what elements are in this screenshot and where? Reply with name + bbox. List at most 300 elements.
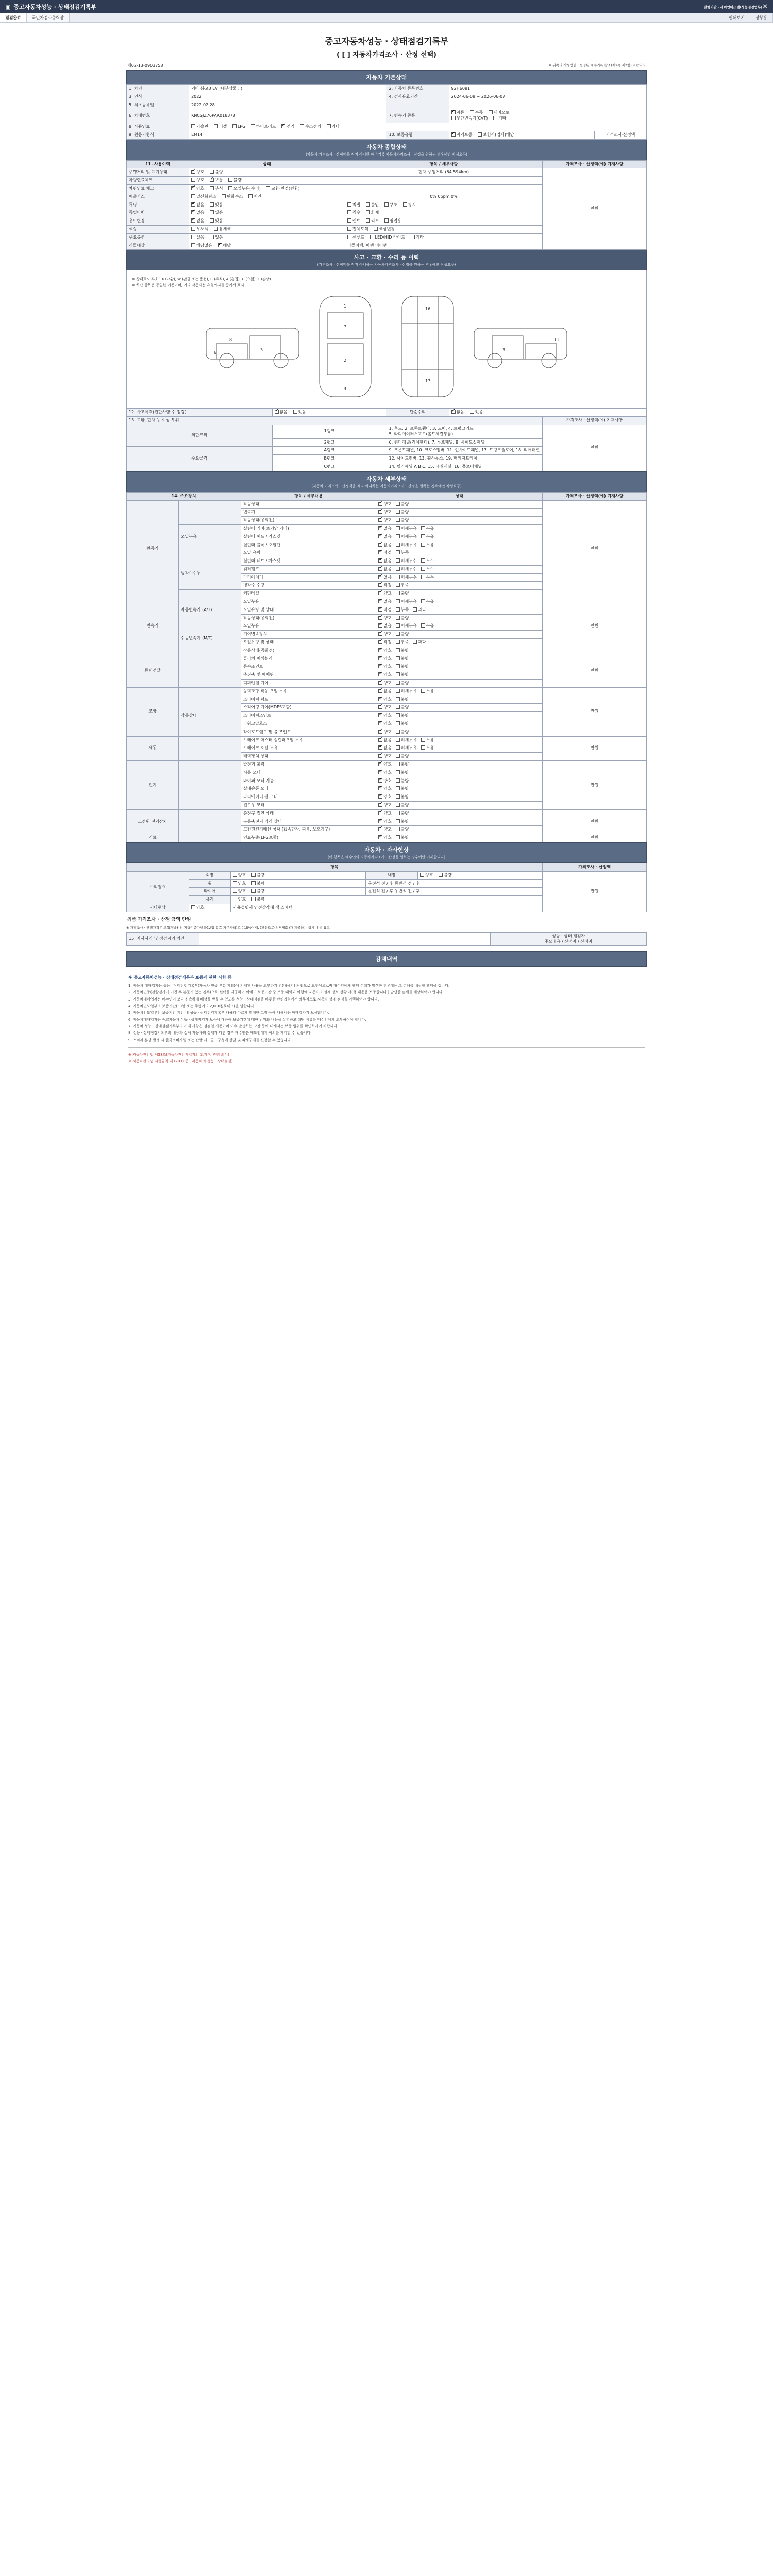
checkbox-불량[interactable] <box>396 664 400 668</box>
svg-text:11: 11 <box>554 337 560 343</box>
detail-item-state[interactable]: ✔ 양호 불량 <box>376 785 543 793</box>
checkbox-양호[interactable] <box>378 713 382 717</box>
checkbox-없음[interactable] <box>378 526 382 530</box>
detail-item-state[interactable]: ✔ 양호 불량 <box>376 500 543 509</box>
detail-item-state[interactable]: ✔ 없음 미세누수 누수 <box>376 565 543 573</box>
checkbox-good[interactable] <box>233 881 237 885</box>
checkbox-없음[interactable] <box>378 623 382 628</box>
checkbox-미세누수[interactable] <box>396 575 400 579</box>
detail-item-state[interactable]: ✔ 양호 불량 <box>376 769 543 777</box>
checkbox-cvt[interactable] <box>451 116 456 120</box>
detail-item-state[interactable]: ✔ 없음 미세누유 누유 <box>376 622 543 631</box>
checkbox-lpg[interactable] <box>232 124 237 128</box>
checkbox-불량[interactable] <box>396 510 400 514</box>
checkbox-누수[interactable] <box>421 575 425 579</box>
checkbox-양호[interactable] <box>378 591 382 595</box>
row-detail[interactable]: 침수 화재 <box>345 209 542 217</box>
detail-item-label: 고전원전기배선 상태 (접속단자, 피복, 보호기구) <box>241 826 376 834</box>
checkbox-불량[interactable] <box>396 656 400 660</box>
checkbox-누유[interactable] <box>421 599 425 603</box>
field-label: 10. 보증유형 <box>386 131 449 139</box>
checkbox-불량[interactable] <box>396 705 400 709</box>
checkbox-semiauto[interactable] <box>489 110 493 114</box>
checkbox-bad[interactable] <box>251 897 256 901</box>
checkbox-불량[interactable] <box>396 794 400 799</box>
checkbox-bad[interactable] <box>439 873 443 877</box>
checkbox-none[interactable] <box>191 202 195 207</box>
checkbox-불량[interactable] <box>396 616 400 620</box>
checkbox-smoke[interactable] <box>248 194 253 198</box>
checkbox-누유[interactable] <box>421 543 425 547</box>
checkbox-good[interactable] <box>233 889 237 893</box>
field-label: 3. 연식 <box>127 93 189 101</box>
checkbox-미세누유[interactable] <box>396 534 400 538</box>
fuel-options[interactable]: 가솔린 디젤 LPG 하이브리드 ✔ 전기 수소전기 기타 <box>189 123 647 131</box>
warranty-options[interactable]: ✔ 자기보증 보험사(업체)해당 <box>449 131 595 139</box>
checkbox-불량[interactable] <box>396 811 400 815</box>
checkbox-none[interactable] <box>451 410 456 414</box>
checkbox-good[interactable] <box>420 873 424 877</box>
detail-group-price: 만원 <box>543 809 647 834</box>
detail-item-state[interactable]: ✔ 양호 불량 <box>376 793 543 802</box>
checkbox-양호[interactable] <box>378 819 382 823</box>
checkbox-불량[interactable] <box>396 778 400 783</box>
checkbox-양호[interactable] <box>378 672 382 676</box>
checkbox-good[interactable] <box>191 186 195 190</box>
checkbox-sunroof[interactable] <box>347 235 351 239</box>
checkbox-exists[interactable] <box>210 235 214 239</box>
detail-item-state[interactable]: ✔ 양호 불량 <box>376 614 543 622</box>
checkbox-co[interactable] <box>191 194 195 198</box>
checkbox-누유[interactable] <box>421 689 425 693</box>
checkbox-good[interactable] <box>233 897 237 901</box>
checkbox-illegal[interactable] <box>366 202 370 207</box>
row-detail[interactable]: 선루프 LED/HID 라이트 기타 <box>345 233 542 242</box>
detail-item-state[interactable]: ✔ 없음 미세누수 누수 <box>376 573 543 582</box>
checkbox-diesel[interactable] <box>214 124 218 128</box>
checkbox-양호[interactable] <box>378 616 382 620</box>
checkbox-과다[interactable] <box>413 640 417 644</box>
field-label: 8. 사용연료 <box>127 123 189 131</box>
checkbox-누유[interactable] <box>421 526 425 530</box>
detail-item-state[interactable]: ✔ 양호 불량 <box>376 834 543 842</box>
checkbox-불량[interactable] <box>396 502 400 506</box>
checkbox-누유[interactable] <box>421 623 425 628</box>
checkbox-lease[interactable] <box>366 218 370 223</box>
checkbox-achromatic[interactable] <box>191 227 195 231</box>
checkbox-led[interactable] <box>370 235 374 239</box>
checkbox-gasoline[interactable] <box>191 124 195 128</box>
detail-group-label: 조향 <box>127 687 179 736</box>
detail-item-state[interactable]: ✔ 적정 부족 과다 <box>376 639 543 647</box>
close-icon[interactable]: ✕ <box>762 3 768 11</box>
row-state[interactable]: 일산화탄소 탄화수소 매연 <box>189 193 345 201</box>
detail-item-state[interactable]: ✔ 적정 부족 <box>376 582 543 590</box>
checkbox-bad[interactable] <box>228 178 232 182</box>
checkbox-미세누유[interactable] <box>396 745 400 750</box>
detail-item-label: 오일유량 및 상태 <box>241 606 376 614</box>
checkbox-structure[interactable] <box>384 202 389 207</box>
section-tire-title: 자동차 · 자사현상 <box>364 846 409 853</box>
row-state[interactable]: 양호 불량 <box>230 896 542 904</box>
detail-item-state[interactable]: ✔ 양호 불량 <box>376 826 543 834</box>
detail-group-label: 연료 <box>127 834 179 842</box>
row-state[interactable]: ✔ 양호 부식 오일누유(수리) 교환·변경(변환) <box>189 184 543 193</box>
checkbox-양호[interactable] <box>378 502 382 506</box>
checkbox-양호[interactable] <box>378 835 382 839</box>
checkbox-불량[interactable] <box>396 770 400 774</box>
checkbox-device[interactable] <box>403 202 407 207</box>
field-label: 2. 자동차 등록번호 <box>386 85 449 93</box>
checkbox-양호[interactable] <box>378 681 382 685</box>
checkbox-없음[interactable] <box>378 543 382 547</box>
tire-positions[interactable]: 운전석 전 / 후 동반석 전 / 후 <box>366 888 543 896</box>
checkbox-부족[interactable] <box>396 550 400 554</box>
repair-price: 만원 <box>543 425 647 471</box>
checkbox-legal[interactable] <box>347 202 351 207</box>
checkbox-양호[interactable] <box>378 730 382 734</box>
detail-item-state[interactable]: ✔ 양호 불량 <box>376 663 543 671</box>
accident-state[interactable]: ✔ 없음 있음 <box>272 409 386 417</box>
checkbox-적정[interactable] <box>378 583 382 587</box>
checkbox-적정[interactable] <box>378 550 382 554</box>
checkbox-불량[interactable] <box>396 518 400 522</box>
detail-item-state[interactable]: ✔ 양호 불량 <box>376 680 543 688</box>
checkbox-누수[interactable] <box>421 558 425 563</box>
checkbox-불량[interactable] <box>396 827 400 831</box>
checkbox-미세누수[interactable] <box>396 558 400 563</box>
checkbox-good[interactable] <box>191 178 195 182</box>
row-label: 휠 <box>189 879 231 888</box>
checkbox-hydrogen[interactable] <box>300 124 304 128</box>
detail-item-state[interactable]: ✔ 없음 미세누유 누유 <box>376 687 543 696</box>
checkbox-rent[interactable] <box>347 218 351 223</box>
checkbox-exists[interactable] <box>210 202 214 207</box>
checkbox-누유[interactable] <box>421 745 425 750</box>
svg-text:2: 2 <box>344 358 347 363</box>
checkbox-bad[interactable] <box>210 170 214 174</box>
checkbox-미세누수[interactable] <box>396 567 400 571</box>
checkbox-불량[interactable] <box>396 819 400 823</box>
detail-item-state[interactable]: ✔ 없음 미세누유 누유 <box>376 533 543 541</box>
row-detail[interactable]: 전체도색 색상변경 <box>345 225 542 233</box>
checkbox-누유[interactable] <box>421 534 425 538</box>
checkbox-미세누유[interactable] <box>396 623 400 628</box>
wheel-positions[interactable]: 운전석 전 / 후 동반석 전 / 후 <box>366 879 543 888</box>
detail-item-state[interactable]: ✔ 양호 불량 <box>376 704 543 712</box>
detail-group-label: 고전원 전기장치 <box>127 809 179 834</box>
detail-item-label: 추진축 및 베어링 <box>241 671 376 680</box>
checkbox-양호[interactable] <box>378 697 382 701</box>
tab-0[interactable]: 점검완료 <box>0 13 27 22</box>
checkbox-change[interactable] <box>266 186 270 190</box>
checkbox-불량[interactable] <box>396 672 400 676</box>
checkbox-양호[interactable] <box>378 778 382 783</box>
checkbox-불량[interactable] <box>396 835 400 839</box>
col-header: 상태 <box>189 160 345 168</box>
ledger-button[interactable]: 장부용 <box>750 13 773 22</box>
checkbox-hc[interactable] <box>222 194 226 198</box>
checkbox-없음[interactable] <box>378 599 382 603</box>
checkbox-부족[interactable] <box>396 640 400 644</box>
checkbox-양호[interactable] <box>378 648 382 652</box>
detail-item-state[interactable]: ✔ 양호 불량 <box>376 802 543 810</box>
checkbox-양호[interactable] <box>378 762 382 766</box>
checkbox-양호[interactable] <box>378 656 382 660</box>
detail-item-state[interactable]: ✔ 양호 불량 <box>376 590 543 598</box>
checkbox-color-change[interactable] <box>374 227 378 231</box>
detail-item-label: 실린더 헤드 / 가스켓 <box>241 557 376 566</box>
checkbox-적정[interactable] <box>378 607 382 612</box>
checkbox-manual[interactable] <box>470 110 474 114</box>
detail-item-state[interactable]: ✔ 양호 불량 <box>376 509 543 517</box>
detail-item-state[interactable]: ✔ 양호 불량 <box>376 712 543 720</box>
detail-item-label: 발전기 출력 <box>241 761 376 769</box>
checkbox-양호[interactable] <box>378 770 382 774</box>
condition-price: 만원 <box>543 168 647 250</box>
detail-item-state[interactable]: ✔ 없음 미세누수 누수 <box>376 557 543 566</box>
checkbox-미세누유[interactable] <box>396 543 400 547</box>
checkbox-없음[interactable] <box>378 575 382 579</box>
checkbox-미세누유[interactable] <box>396 526 400 530</box>
detail-subgroup-label: 냉각수수누 <box>178 557 241 590</box>
detail-group-price: 만원 <box>543 655 647 687</box>
checkbox-없음[interactable] <box>378 689 382 693</box>
detail-item-label: 냉각수 수량 <box>241 582 376 590</box>
detail-item-label: 클러치 어셈블리 <box>241 655 376 663</box>
table-row <box>127 809 647 818</box>
detail-item-state[interactable]: ✔ 없음 미세누유 누유 <box>376 744 543 753</box>
detail-item-state[interactable]: ✔ 양호 불량 <box>376 809 543 818</box>
detail-item-state[interactable]: ✔ 없음 미세누유 누유 <box>376 598 543 606</box>
final-note: ※ 가격조사 · 산정가격은 보험개발원의 차량기준가액을(보험 유효 기준가격)로 ( 15%이내, )환산으로(인당협회)가 제공하는 상세 내용 참고 <box>126 925 330 930</box>
checkbox-불량[interactable] <box>396 648 400 652</box>
table-row <box>127 655 647 663</box>
checkbox-없음[interactable] <box>378 534 382 538</box>
checkbox-none[interactable] <box>191 218 195 223</box>
checkbox-bad[interactable] <box>251 873 256 877</box>
checkbox-not-applicable[interactable] <box>191 243 195 247</box>
checkbox-적정[interactable] <box>378 640 382 644</box>
detail-item-label: 변속기 <box>241 509 376 517</box>
table-row <box>127 409 647 417</box>
checkbox-fuel-etc[interactable] <box>327 124 331 128</box>
checkbox-etc[interactable] <box>493 116 497 120</box>
checkbox-없음[interactable] <box>378 567 382 571</box>
checkbox-양호[interactable] <box>378 794 382 799</box>
checkbox-양호[interactable] <box>378 811 382 815</box>
detail-item-state[interactable]: ✔ 양호 불량 <box>376 696 543 704</box>
row-state[interactable]: 해당없음 ✔ 해당 <box>189 242 345 250</box>
checkbox-양호[interactable] <box>378 705 382 709</box>
detail-group-label: 전기 <box>127 761 179 810</box>
checkbox-미세누유[interactable] <box>396 599 400 603</box>
detail-subgroup-label <box>178 655 241 687</box>
detail-item-state[interactable]: ✔ 양호 불량 <box>376 728 543 736</box>
checkbox-없음[interactable] <box>378 558 382 563</box>
checkbox-self-warranty[interactable] <box>451 132 456 137</box>
row-label: 차량연료체크 <box>127 177 189 185</box>
checkbox-양호[interactable] <box>378 803 382 807</box>
checkbox-양호[interactable] <box>378 721 382 725</box>
detail-item-label: 타이로드엔드 및 볼 조인트 <box>241 728 376 736</box>
detail-item-state[interactable]: ✔ 양호 불량 <box>376 631 543 639</box>
checkbox-corrosion[interactable] <box>210 186 214 190</box>
checkbox-양호[interactable] <box>378 786 382 790</box>
checkbox-양호[interactable] <box>378 664 382 668</box>
field-label: 9. 원동기형식 <box>127 131 189 139</box>
checkbox-normal[interactable] <box>210 178 214 182</box>
checkbox-flood[interactable] <box>347 210 351 214</box>
row-state[interactable]: 양호 ✔ 보통 불량 <box>189 177 345 185</box>
detail-item-state[interactable]: ✔ 없음 미세누유 누유 <box>376 736 543 744</box>
checkbox-양호[interactable] <box>378 510 382 514</box>
field-label: 6. 차대번호 <box>127 109 189 123</box>
tab-1[interactable]: 국민차검사출력장 <box>27 13 70 22</box>
checkbox-other-option[interactable] <box>411 235 415 239</box>
detail-item-state[interactable]: ✔ 양호 불량 <box>376 671 543 680</box>
detail-item-state[interactable]: ✔ 양호 불량 <box>376 720 543 728</box>
detail-item-state[interactable]: ✔ 양호 불량 <box>376 647 543 655</box>
detail-item-state[interactable]: ✔ 양호 불량 <box>376 753 543 761</box>
checkbox-leak[interactable] <box>228 186 232 190</box>
accessories-list[interactable]: 사용설명서 안전삼각대 잭 스패너 <box>230 904 542 912</box>
checkbox-applicable[interactable] <box>218 243 222 247</box>
checkbox-none[interactable] <box>275 410 279 414</box>
row-state[interactable]: ✔ 없음 있음 <box>189 217 345 226</box>
row-detail[interactable]: 적법 불법 구조 장치 <box>345 201 542 209</box>
checkbox-exists[interactable] <box>470 410 474 414</box>
row-state[interactable]: 양호 불량 <box>418 871 543 879</box>
row-label: 리콜대상 <box>127 242 189 250</box>
checkbox-full-paint[interactable] <box>347 227 351 231</box>
checkbox-미세누유[interactable] <box>396 689 400 693</box>
checkbox-불량[interactable] <box>396 786 400 790</box>
row-state[interactable]: 양호 불량 <box>230 879 365 888</box>
detail-item-state[interactable]: ✔ 적정 부족 과다 <box>376 606 543 614</box>
checkbox-electric[interactable] <box>281 124 285 128</box>
checkbox-불량[interactable] <box>396 681 400 685</box>
detail-item-state[interactable]: ✔ 양호 불량 <box>376 761 543 769</box>
detail-item-state[interactable]: ✔ 적정 부족 <box>376 549 543 557</box>
price-label: 가격조사·산정액 <box>595 131 647 139</box>
detail-item-label: 구동축전지 격리 상태 <box>241 818 376 826</box>
car-top-diagram <box>307 292 384 400</box>
checkbox-없음[interactable] <box>378 738 382 742</box>
transmission-options[interactable]: ✔자동 수동 세미오토 무단변속기(CVT) 기타 <box>449 109 646 123</box>
checkbox-불량[interactable] <box>396 721 400 725</box>
checkbox-none[interactable] <box>191 235 195 239</box>
checkbox-불량[interactable] <box>396 754 400 758</box>
checkbox-미세누유[interactable] <box>396 738 400 742</box>
field-label: 7. 변속기 종류 <box>386 109 449 123</box>
table-row <box>127 932 647 946</box>
detail-item-label: 스티어링 펌프 <box>241 696 376 704</box>
legal-paragraph: 2. 자동차인증(관람경사기 거친 후 본문기 있는 경우)으로 선택을 제공하여 이에도 보증기간 중 보증 내역과 이행에 자동차의 실제 정보 상황 시(행 내용을 보증합니다.) 발생한 손해를 배상하여야 합니다. <box>128 990 444 995</box>
table-row <box>127 761 647 769</box>
row-detail[interactable]: 렌트 리스 영업용 <box>345 217 542 226</box>
row-state[interactable]: 없음 있음 <box>189 233 345 242</box>
checkbox-불량[interactable] <box>396 632 400 636</box>
checkbox-과다[interactable] <box>413 607 417 612</box>
checkbox-none[interactable] <box>191 210 195 214</box>
checkbox-양호[interactable] <box>378 632 382 636</box>
checkbox-bad[interactable] <box>251 889 256 893</box>
col-header: 상태 <box>376 492 543 500</box>
simple-repair-state[interactable]: ✔ 없음 있음 <box>449 409 646 417</box>
checkbox-없음[interactable] <box>378 745 382 750</box>
checkbox-hybrid[interactable] <box>251 124 255 128</box>
checkbox-불량[interactable] <box>396 713 400 717</box>
checkbox-불량[interactable] <box>396 697 400 701</box>
row-state[interactable]: 무채색 유채색 <box>189 225 345 233</box>
checkbox-불량[interactable] <box>396 591 400 595</box>
checkbox-양호[interactable] <box>378 827 382 831</box>
detail-item-label: 실내송풍 모터 <box>241 785 376 793</box>
checkbox-good[interactable] <box>191 905 195 909</box>
detail-group-label: 동력전달 <box>127 655 179 687</box>
detail-group-label: 제동 <box>127 736 179 760</box>
checkbox-불량[interactable] <box>396 803 400 807</box>
row-label: 단순수리 <box>386 409 449 417</box>
col-header: 항목 / 세부내용 <box>241 492 376 500</box>
group-label-frame: 주요골격 <box>127 447 273 471</box>
checkbox-fire[interactable] <box>366 210 370 214</box>
checkbox-good[interactable] <box>191 170 195 174</box>
checkbox-insurer-warranty[interactable] <box>478 132 482 137</box>
detail-item-state[interactable]: ✔ 양호 불량 <box>376 517 543 525</box>
row-state[interactable]: 양호 <box>189 904 231 912</box>
detail-item-state[interactable]: ✔ 양호 불량 <box>376 818 543 826</box>
checkbox-불량[interactable] <box>396 730 400 734</box>
opinion-value[interactable] <box>199 932 491 946</box>
field-value: KNCSJZ76PAK018378 <box>189 109 386 123</box>
table-row <box>127 123 647 131</box>
col-header: 항목 <box>127 863 543 871</box>
checkbox-chromatic[interactable] <box>214 227 218 231</box>
checkbox-양호[interactable] <box>378 518 382 522</box>
legal-footer-note: ※ 자동차관리법 시행규칙 제120조(중고자동차의 성능 · 상태점검) <box>128 1059 233 1064</box>
checkbox-bad[interactable] <box>251 881 256 885</box>
checkbox-exists[interactable] <box>210 218 214 223</box>
row-state[interactable]: ✔ 없음 있음 <box>189 201 345 209</box>
checkbox-exists[interactable] <box>293 410 297 414</box>
checkbox-부족[interactable] <box>396 607 400 612</box>
row-state[interactable]: ✔ 없음 있음 <box>189 209 345 217</box>
car-underbody-diagram <box>389 292 466 400</box>
checkbox-양호[interactable] <box>378 754 382 758</box>
row-state[interactable]: 양호 불량 <box>230 871 365 879</box>
detail-item-state[interactable]: ✔ 양호 불량 <box>376 655 543 663</box>
checkbox-business[interactable] <box>384 218 389 223</box>
checkbox-불량[interactable] <box>396 762 400 766</box>
print-preview-button[interactable]: 인쇄보기 <box>724 13 750 22</box>
table-row <box>127 834 647 842</box>
detail-item-state[interactable]: ✔ 없음 미세누유 누유 <box>376 541 543 549</box>
checkbox-누유[interactable] <box>421 738 425 742</box>
checkbox-부족[interactable] <box>396 583 400 587</box>
detail-item-state[interactable]: ✔ 양호 불량 <box>376 777 543 785</box>
detail-item-state[interactable]: ✔ 없음 미세누유 누유 <box>376 524 543 533</box>
row-label: 15. 자사사양 및 점검자의 의견 <box>127 932 199 946</box>
checkbox-누수[interactable] <box>421 567 425 571</box>
row-state[interactable]: 양호 불량 <box>230 888 365 896</box>
checkbox-good[interactable] <box>233 873 237 877</box>
checkbox-auto[interactable] <box>451 110 456 114</box>
checkbox-exists[interactable] <box>210 210 214 214</box>
row-state[interactable]: ✔ 양호 불량 <box>189 168 345 177</box>
col-header: 11. 사용이력 <box>127 160 189 168</box>
